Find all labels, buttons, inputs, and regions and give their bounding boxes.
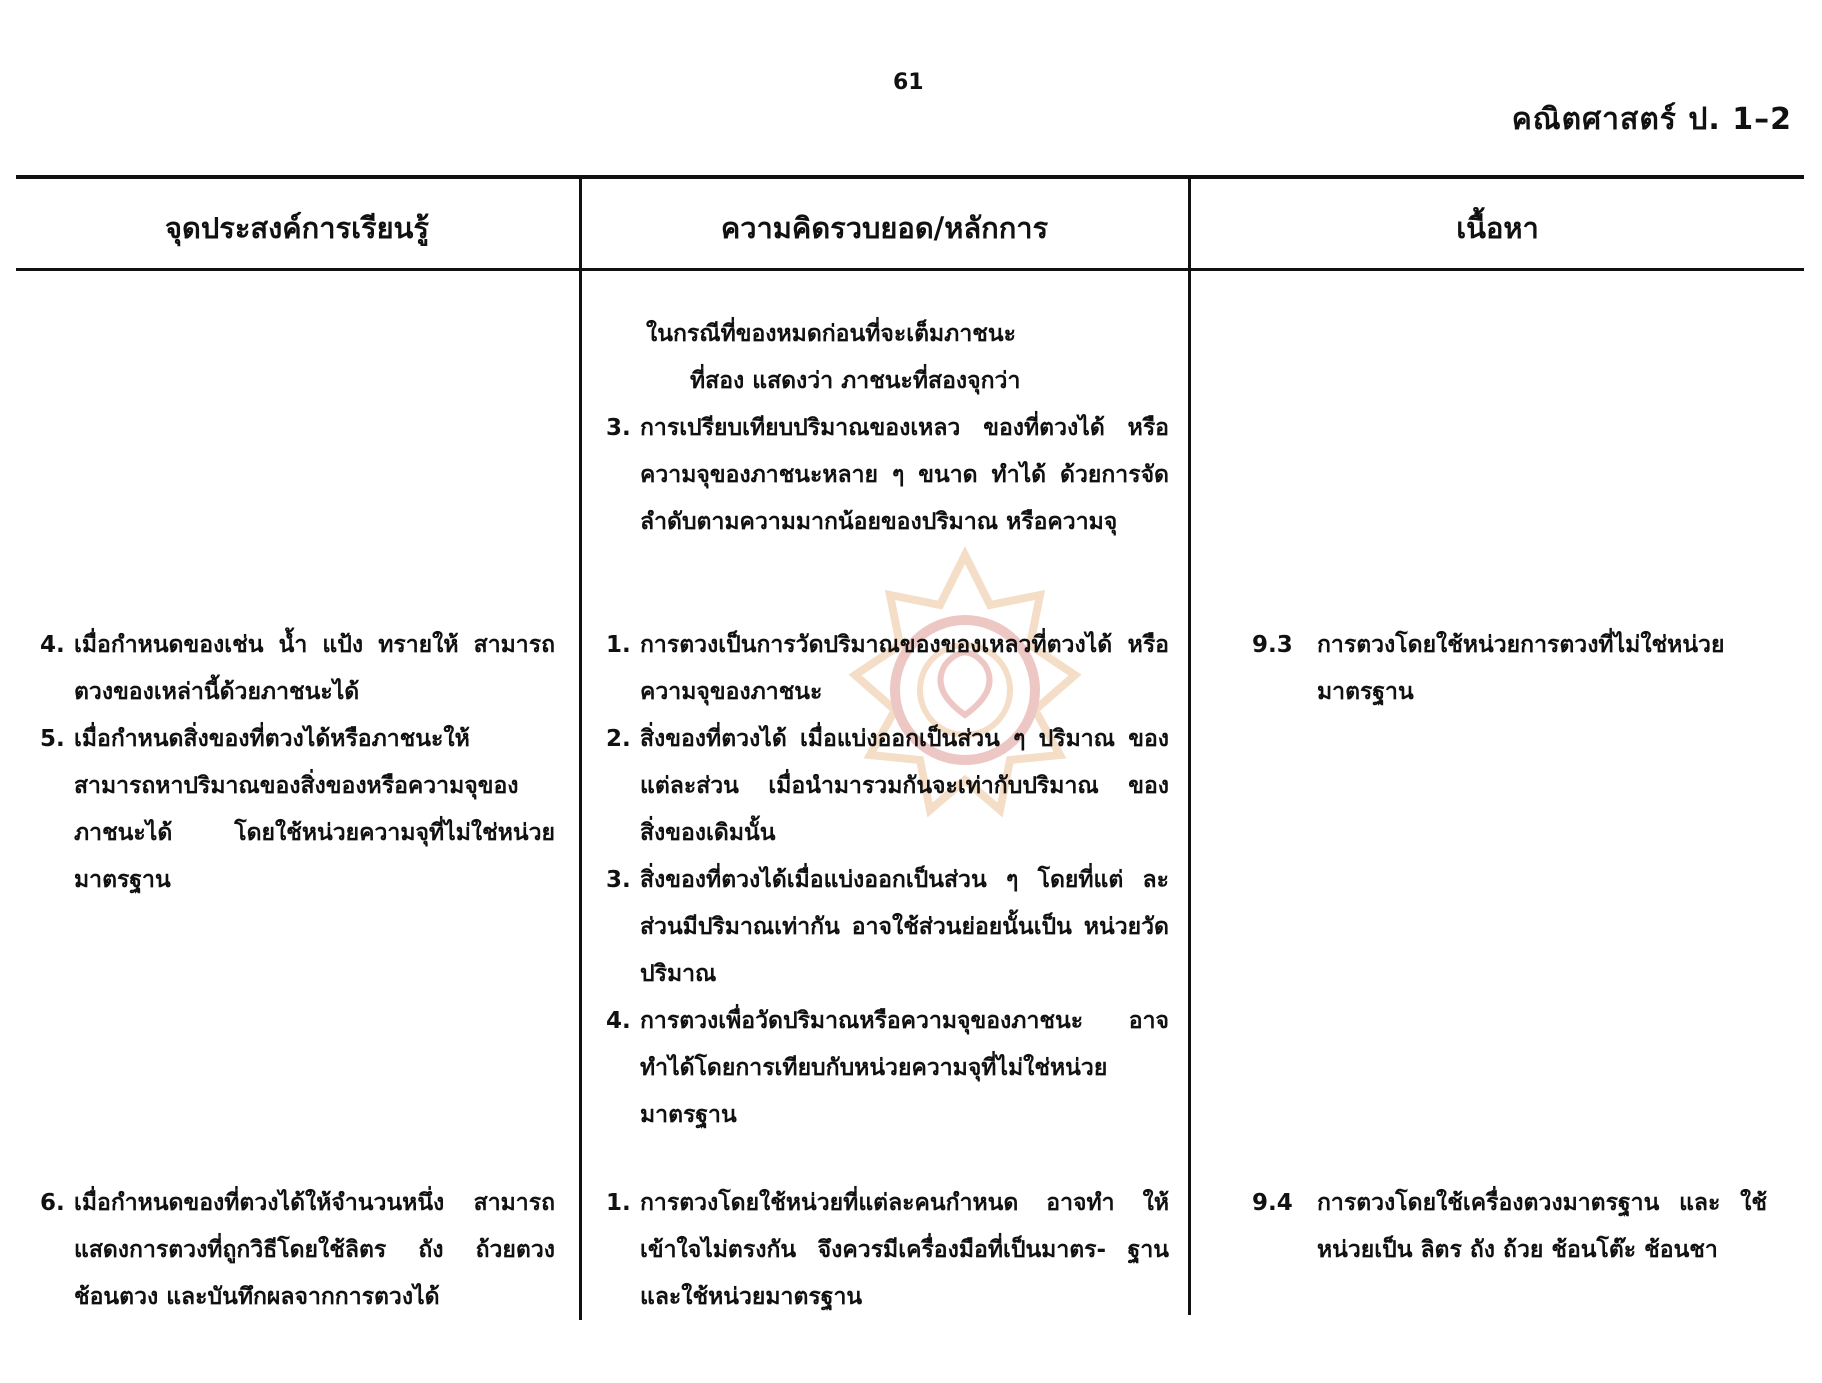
list-item [606,998,1169,1139]
list-item [606,622,1169,716]
item-text: การตวงโดยใช้เครื่องตวงมาตรฐาน และ ใช้หน่วยเป็น ลิตร ถัง ถ้วย ช้อนโต๊ะ ช้อนชา [1317,1190,1767,1263]
list-item [40,1180,555,1321]
list-item [1252,622,1767,716]
table-top-rule [16,175,1804,179]
content-block-c [1252,1180,1767,1274]
item-number: 3. [606,867,631,893]
item-number: 3. [606,415,631,441]
item-text: เมื่อกำหนดของเช่น น้ำ แป้ง ทรายให้ สามารถตวงของเหล่านี้ด้วยภาชนะได้ [74,632,555,705]
item-number: 9.3 [1252,632,1293,658]
list-item [606,716,1169,857]
column-divider-2 [1188,177,1191,1315]
concept-block-intro [606,311,1169,546]
list-item [606,857,1169,998]
concepts-block-c [606,1180,1169,1321]
content-block-b [1252,622,1767,716]
page-number: 61 [893,70,924,95]
item-text: สิ่งของที่ตวงได้ เมื่อแบ่งออกเป็นส่วน ๆ ปริมาณ ของแต่ละส่วน เมื่อนำมารวมกันจะเท่ากับปริมาณ ของสิ่งของเดิมนั้น [640,726,1169,846]
column-header-objectives: จุดประสงค์การเรียนรู้ [165,211,429,245]
item-text: เมื่อกำหนดสิ่งของที่ตวงได้หรือภาชนะให้ สามารถหาปริมาณของสิ่งของหรือความจุของ ภาชนะได้ โดยใช้หน่วยความจุที่ไม่ใช่หน่วย มาตรฐาน [74,726,555,893]
objectives-block-c [40,1180,555,1321]
list-item [1252,1180,1767,1274]
column-header-content: เนื้อหา [1456,211,1539,245]
item-number: 5. [40,726,65,752]
item-number: 6. [40,1190,65,1216]
item-text: การตวงเป็นการวัดปริมาณของของเหลวที่ตวงได้ หรือความจุของภาชนะ [640,632,1169,705]
column-header-concepts: ความคิดรวบยอด/หลักการ [720,211,1049,245]
table-header-rule [16,268,1804,271]
list-item [40,622,555,716]
item-number: 1. [606,1190,631,1216]
item-number: 4. [40,632,65,658]
item-number: 2. [606,726,631,752]
objectives-block-a [40,622,555,904]
item-text: การตวงโดยใช้หน่วยที่แต่ละคนกำหนด อาจทำ ให้เข้าใจไม่ตรงกัน จึงควรมีเครื่องมือที่เป็นมาตร- ฐาน และใช้หน่วยมาตรฐาน [640,1190,1169,1310]
item-text: สิ่งของที่ตวงได้เมื่อแบ่งออกเป็นส่วน ๆ โดยที่แต่ ละส่วนมีปริมาณเท่ากัน อาจใช้ส่วนย่อยนั้นเป็น หน่วยวัดปริมาณ [640,867,1169,987]
item-text: เมื่อกำหนดของที่ตวงได้ให้จำนวนหนึ่ง สามารถ แสดงการตวงที่ถูกวิธีโดยใช้ลิตร ถัง ถ้วยตวง ช้อนตวง และบันทึกผลจากการตวงได้ [74,1190,555,1310]
list-item [606,1180,1169,1321]
item-text: การตวงโดยใช้หน่วยการตวงที่ไม่ใช่หน่วย มาตรฐาน [1317,632,1725,705]
concept-intro-line2: ที่สอง แสดงว่า ภาชนะที่สองจุกว่า [690,368,1021,394]
item-number: 1. [606,632,631,658]
column-divider-1 [579,177,582,1320]
subject-title: คณิตศาสตร์ ป. 1–2 [1511,102,1792,137]
list-item [606,405,1169,546]
item-text: การตวงเพื่อวัดปริมาณหรือความจุของภาชนะ อาจ ทำได้โดยการเทียบกับหน่วยความจุที่ไม่ใช่หน่วย มาตรฐาน [640,1008,1169,1128]
item-text: การเปรียบเทียบปริมาณของเหลว ของที่ตวงได้ หรือความจุของภาชนะหลาย ๆ ขนาด ทำได้ ด้วยการจัดลำดับตามความมากน้อยของปริมาณ หรือความจุ [640,415,1169,535]
item-number: 4. [606,1008,631,1034]
list-item [40,716,555,904]
item-number: 9.4 [1252,1190,1293,1216]
concept-intro-line1: ในกรณีที่ของหมดก่อนที่จะเต็มภาชนะ [646,321,1016,347]
concepts-block-b [606,622,1169,1139]
